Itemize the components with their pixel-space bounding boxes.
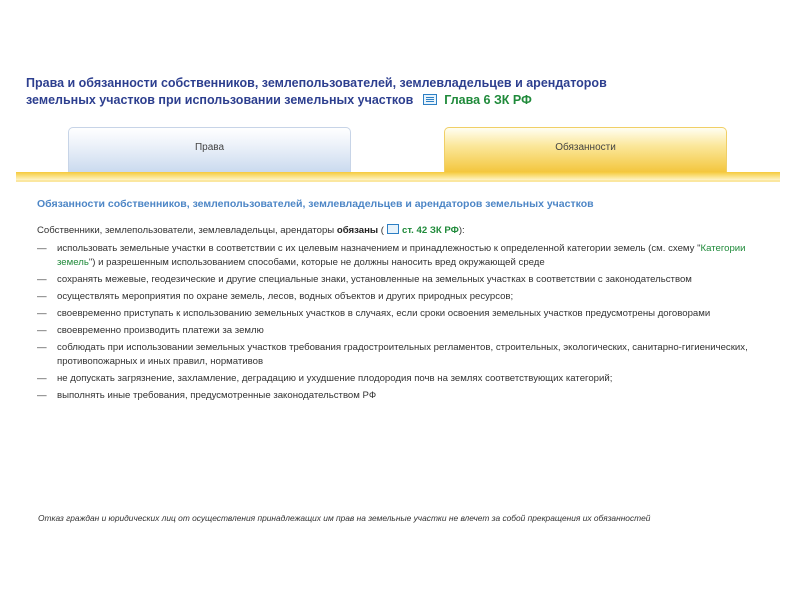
- intro-text: [37, 224, 757, 238]
- document-icon[interactable]: [387, 224, 399, 234]
- intro-bold: обязаны: [336, 225, 379, 236]
- footer-note: Отказ граждан и юридических лиц от осуществления принадлежащих им прав на земельные участки не влечет за собой прекращения их обязанностей: [38, 513, 651, 523]
- tab-duties-label: Обязанности: [555, 142, 616, 153]
- land-categories-link[interactable]: Категории земель: [57, 243, 746, 268]
- intro-open: (: [380, 225, 384, 236]
- list-dash: —: [37, 325, 47, 336]
- list-item: [37, 273, 757, 287]
- intro-close: ):: [458, 225, 465, 236]
- article-link[interactable]: ст. 42 ЗК РФ: [401, 225, 459, 236]
- list-item-text: своевременно производить платежи за землю: [57, 325, 264, 336]
- list-item: [37, 372, 757, 386]
- item-text-before: использовать земельные участки в соответствии с их целевым назначением и принадлежностью к определенной категории земель (см. схему ": [57, 243, 701, 254]
- list-item: [37, 307, 757, 321]
- tab-duties[interactable]: [444, 127, 727, 173]
- tab-underline-bar: [16, 172, 780, 180]
- list-item: [37, 389, 757, 403]
- list-item-text: соблюдать при использовании земельных участков требования градостроительных регламентов, строительных, экологических, санитарно-гигиенических, противопожарных и иных правил, нормативов: [57, 342, 748, 367]
- list-item-text: осуществлять мероприятия по охране земель, лесов, водных объектов и других природных ресурсов;: [57, 291, 514, 302]
- list-item-text: своевременно приступать к использованию земельных участков в случаях, если сроки освоения земельных участков предусмотрены договорами: [57, 308, 711, 319]
- item-text-after: ") и разрешенным использованием способами, которые не должны наносить вред окружающей среде: [88, 257, 545, 268]
- list-item: [37, 324, 757, 338]
- list-item-text: выполнять иные требования, предусмотренные законодательством РФ: [57, 390, 377, 401]
- duties-content: [37, 224, 757, 406]
- list-item: [37, 242, 757, 270]
- document-icon[interactable]: [423, 94, 437, 105]
- list-item-text: не допускать загрязнение, захламление, деградацию и ухудшение плодородия почв на землях соответствующих категорий;: [57, 373, 613, 384]
- list-dash: —: [37, 243, 47, 254]
- list-dash: —: [37, 274, 47, 285]
- tab-underline-line: [16, 180, 780, 182]
- chapter-link[interactable]: Глава 6 ЗК РФ: [444, 93, 532, 107]
- list-dash: —: [37, 308, 47, 319]
- list-item-text: [57, 242, 757, 270]
- list-dash: —: [37, 373, 47, 384]
- list-dash: —: [37, 390, 47, 401]
- list-dash: —: [37, 291, 47, 302]
- list-item: [37, 290, 757, 304]
- list-item: [37, 341, 757, 369]
- tab-rights[interactable]: [68, 127, 351, 173]
- list-dash: —: [37, 342, 47, 353]
- list-item-text: сохранять межевые, геодезические и другие специальные знаки, установленные на земельных участках в соответствии с законодательством: [57, 274, 692, 285]
- page-title: [26, 75, 766, 109]
- intro-prefix: Собственники, землепользователи, землевладельцы, арендаторы: [37, 225, 335, 236]
- title-line-1: Права и обязанности собственников, землепользователей, землевладельцев и арендаторов: [26, 76, 607, 90]
- tab-rights-label: Права: [194, 142, 225, 153]
- title-line-2: земельных участков при использовании земельных участков: [26, 93, 414, 107]
- section-heading: Обязанности собственников, землепользователей, землевладельцев и арендаторов земельных участков: [37, 198, 594, 210]
